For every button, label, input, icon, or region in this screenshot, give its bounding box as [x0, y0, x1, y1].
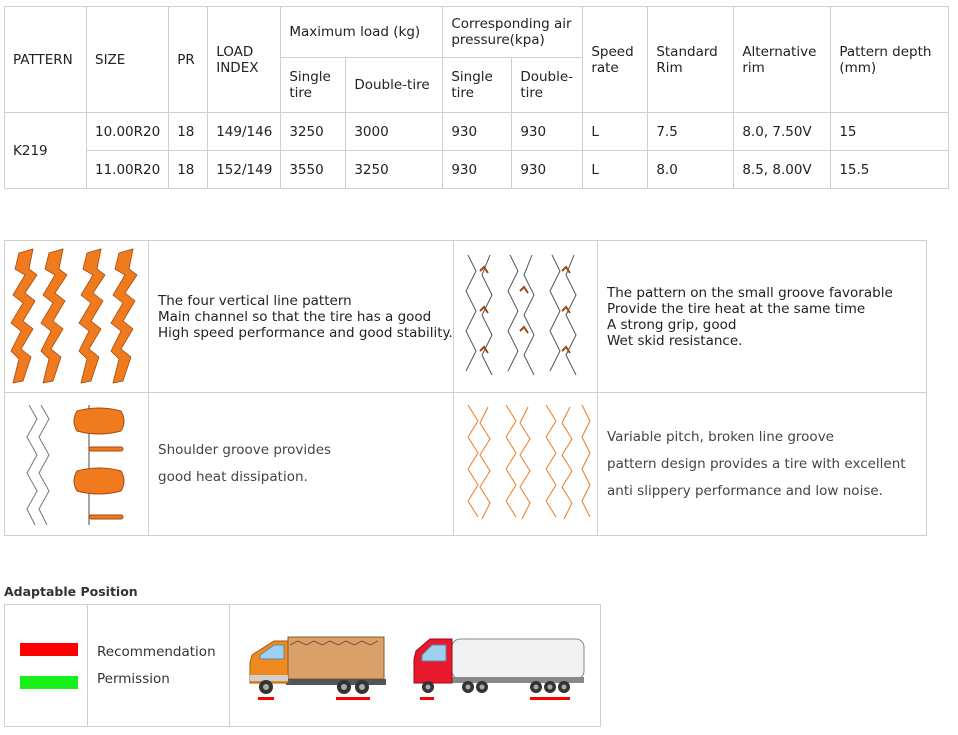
header-standard-rim: Standard Rim	[648, 7, 734, 113]
row-air-single: 930	[443, 113, 512, 151]
feature-text-four-line	[149, 241, 454, 393]
feature-line: pattern design provides a tire with excellent	[607, 455, 906, 472]
tread-image-small-groove	[454, 241, 598, 393]
row-air-double: 930	[512, 151, 583, 189]
cargo-truck-icon	[250, 637, 386, 700]
row-size: 11.00R20	[87, 151, 169, 189]
row-air-single: 930	[443, 151, 512, 189]
row-load-single: 3250	[281, 113, 346, 151]
header-max-load-double: Double-tire	[346, 58, 443, 113]
recommendation-label: Recommendation	[97, 643, 216, 660]
row-std-rim: 8.0	[648, 151, 734, 189]
row-size: 10.00R20	[87, 113, 169, 151]
spec-table	[4, 6, 949, 189]
row-air-double: 930	[512, 113, 583, 151]
feature-text-variable-pitch	[598, 393, 927, 536]
row-pr: 18	[169, 151, 208, 189]
vehicle-illustrations	[230, 605, 601, 727]
row-std-rim: 7.5	[648, 113, 734, 151]
row-speed: L	[583, 151, 648, 189]
feature-line: High speed performance and good stability.	[158, 324, 453, 341]
header-pattern-depth: Pattern depth (mm)	[831, 7, 949, 113]
feature-line: anti slippery performance and low noise.	[607, 482, 883, 499]
adaptable-position-table	[4, 604, 601, 727]
header-air-double: Double-tire	[512, 58, 583, 113]
row-speed: L	[583, 113, 648, 151]
legend-swatches	[5, 605, 88, 727]
row-load-index: 152/149	[208, 151, 281, 189]
feature-line: Main channel so that the tire has a good	[158, 308, 432, 325]
permission-label: Permission	[97, 670, 170, 687]
header-speed-rate: Speed rate	[583, 7, 648, 113]
row-load-double: 3000	[346, 113, 443, 151]
header-pr: PR	[169, 7, 208, 113]
tread-image-shoulder-groove	[5, 393, 149, 536]
row-alt-rim: 8.0, 7.50V	[734, 113, 831, 151]
feature-line: Variable pitch, broken line groove	[607, 428, 834, 445]
tread-image-variable-pitch	[454, 393, 598, 536]
header-alternative-rim: Alternative rim	[734, 7, 831, 113]
feature-line: Shoulder groove provides	[158, 442, 332, 458]
feature-table	[4, 240, 927, 536]
header-air-pressure: Corresponding air pressure(kpa)	[443, 7, 583, 58]
row-depth: 15.5	[831, 151, 949, 189]
permission-swatch	[20, 676, 78, 689]
feature-line: The four vertical line pattern	[158, 292, 352, 309]
header-max-load: Maximum load (kg)	[281, 7, 443, 58]
recommendation-swatch	[20, 643, 78, 656]
feature-text-shoulder-groove	[149, 393, 454, 536]
header-load-index: LOAD INDEX	[208, 7, 281, 113]
row-load-single: 3550	[281, 151, 346, 189]
row-load-double: 3250	[346, 151, 443, 189]
feature-line: Provide the tire heat at the same time	[607, 300, 866, 317]
tanker-truck-icon	[414, 639, 584, 700]
feature-line: Wet skid resistance.	[607, 332, 743, 349]
header-size: SIZE	[87, 7, 169, 113]
truck-icons	[230, 605, 600, 726]
feature-line: The pattern on the small groove favorable	[607, 284, 893, 301]
row-alt-rim: 8.5, 8.00V	[734, 151, 831, 189]
tread-image-four-line	[5, 241, 149, 393]
feature-line: good heat dissipation.	[158, 469, 308, 485]
header-air-single: Single tire	[443, 58, 512, 113]
legend-labels	[88, 605, 230, 727]
pattern-name: K219	[5, 113, 87, 189]
row-load-index: 149/146	[208, 113, 281, 151]
row-pr: 18	[169, 113, 208, 151]
feature-text-small-groove	[598, 241, 927, 393]
header-max-load-single: Single tire	[281, 58, 346, 113]
adaptable-position-title: Adaptable Position	[4, 584, 138, 599]
feature-line: A strong grip, good	[607, 316, 737, 333]
row-depth: 15	[831, 113, 949, 151]
header-pattern: PATTERN	[5, 7, 87, 113]
